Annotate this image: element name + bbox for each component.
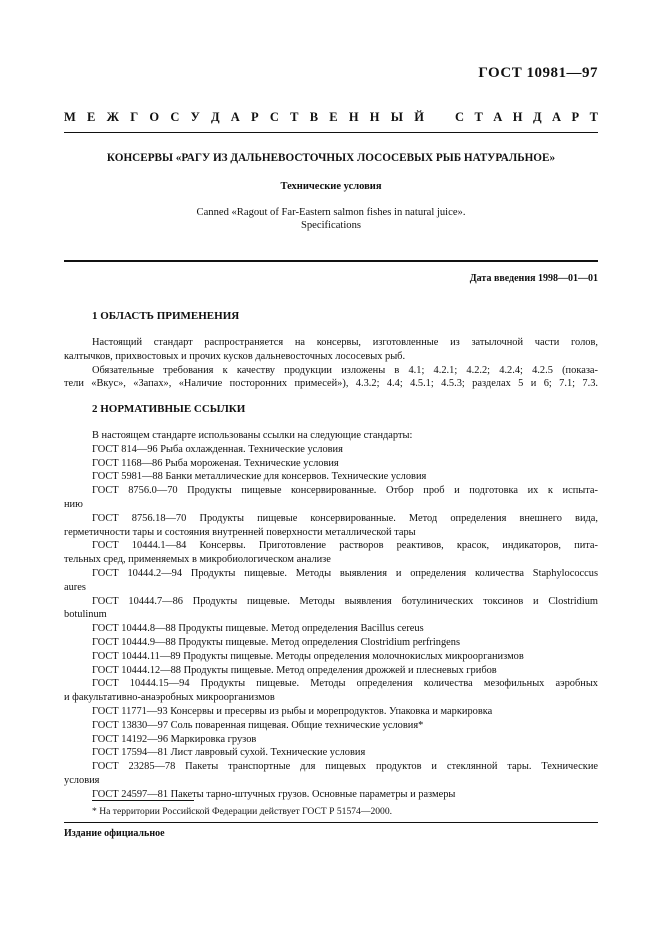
letter: Т xyxy=(290,110,299,124)
edition-label: Издание официальное xyxy=(64,828,165,839)
reference-line: ГОСТ 10444.7—86 Продукты пищевые. Методы выявления ботулинических токсинов и Clostridium xyxy=(92,595,598,607)
reference-line: ГОСТ 5981—88 Банки металлические для консервов. Технические условия xyxy=(92,471,427,483)
letter: С xyxy=(170,110,180,124)
letter: У xyxy=(190,110,200,124)
reference-line: botulinum xyxy=(64,609,107,621)
reference-line: ГОСТ 10444.15—94 Продукты пищевые. Методы определения количества мезофильных аэробных xyxy=(92,678,598,690)
reference-line: ГОСТ 10444.1—84 Консервы. Приготовление растворов реактивов, красок, индикаторов, пита- xyxy=(92,540,598,552)
letter: Г xyxy=(130,110,139,124)
footnote: * На территории Российской Федерации действует ГОСТ Р 51574—2000. xyxy=(92,806,393,817)
letter: С xyxy=(269,110,279,124)
reference-line: ГОСТ 10444.2—94 Продукты пищевые. Методы выявления и определения количества Staphylococcus xyxy=(92,567,598,579)
reference-line: герметичности тары и состояния внутренней поверхности металлической тары xyxy=(64,526,416,538)
letter: Д xyxy=(210,110,220,124)
section-2-heading: 2 НОРМАТИВНЫЕ ССЫЛКИ xyxy=(92,403,246,415)
letter: Н xyxy=(369,110,380,124)
letter: Ж xyxy=(106,110,119,124)
footnote-rule xyxy=(92,800,194,801)
reference-line: условия xyxy=(64,774,100,786)
header-rule xyxy=(64,132,598,133)
letter: Т xyxy=(474,110,483,124)
document-title: КОНСЕРВЫ «РАГУ ИЗ ДАЛЬНЕВОСТОЧНЫХ ЛОСОСЕВЫХ РЫБ НАТУРАЛЬНОЕ» xyxy=(106,152,556,164)
reference-line: ГОСТ 8756.18—70 Продукты пищевые консервированные. Метод определения внешнего вида, xyxy=(92,512,598,524)
reference-line: ГОСТ 814—96 Рыба охлажденная. Технические условия xyxy=(92,443,343,455)
text-line: Настоящий стандарт распространяется на консервы, изготовленные из затылочной части голов, xyxy=(92,337,598,348)
introduction-date: Дата введения 1998—01—01 xyxy=(469,273,598,284)
text-line: В настоящем стандарте использованы ссылки на следующие стандарты: xyxy=(92,430,413,441)
letter: М xyxy=(64,110,76,124)
reference-line: ГОСТ 14192—96 Маркировка грузов xyxy=(92,733,257,745)
letter: С xyxy=(455,110,465,124)
reference-line: ГОСТ 13830—97 Соль поваренная пищевая. Общие технические условия* xyxy=(92,719,424,731)
standard-id: ГОСТ 10981—97 xyxy=(478,65,598,81)
letter: Е xyxy=(87,110,96,124)
standard-word xyxy=(455,110,598,125)
letter: Е xyxy=(329,110,338,124)
letter: Н xyxy=(348,110,359,124)
letter: Т xyxy=(589,110,598,124)
section-1-body xyxy=(64,336,598,391)
section-1-heading: 1 ОБЛАСТЬ ПРИМЕНЕНИЯ xyxy=(92,310,240,322)
letter: О xyxy=(149,110,160,124)
letter: А xyxy=(230,110,240,124)
letter: Р xyxy=(571,110,580,124)
english-title-line: Specifications xyxy=(300,220,361,231)
reference-line: aures xyxy=(64,581,86,593)
reference-line: ГОСТ 11771—93 Консервы и пресервы из рыбы и морепродуктов. Упаковка и маркировка xyxy=(92,705,493,717)
reference-line: нию xyxy=(64,498,83,510)
reference-line: ГОСТ 10444.8—88 Продукты пищевые. Метод определения Bacillus cereus xyxy=(92,623,424,635)
letter: Р xyxy=(251,110,259,124)
reference-line: ГОСТ 24597—81 Пакеты тарно-штучных грузов. Основные параметры и размеры xyxy=(92,788,456,800)
english-title-line: Canned «Ragout of Far-Eastern salmon fishes in natural juice». xyxy=(196,207,466,218)
reference-line: ГОСТ 1168—86 Рыба мороженая. Технические условия xyxy=(92,457,339,469)
interstate-word xyxy=(64,110,424,125)
document-subtitle: Технические условия xyxy=(280,181,382,192)
text-line: тели «Вкус», «Запах», «Наличие посторонних примесей»), 4.3.2; 4.4; 4.5.1; 4.5.3; разделах 5 и 6; 7.1; 7.3. xyxy=(64,378,598,390)
reference-line: ГОСТ 10444.12—88 Продукты пищевые. Метод определения дрожжей и плесневых грибов xyxy=(92,664,497,676)
letter: А xyxy=(552,110,562,124)
reference-line: ГОСТ 10444.11—89 Продукты пищевые. Методы определения молочнокислых микроорганизмов xyxy=(92,650,524,662)
reference-line: и факультативно-анаэробных микроорганизмов xyxy=(64,692,275,704)
letter: Н xyxy=(512,110,523,124)
letter: Ы xyxy=(390,110,404,124)
text-line: Обязательные требования к качеству продукции изложены в 4.1; 4.2.1; 4.2.2; 4.2.4; 4.2.5 (показа- xyxy=(92,364,598,376)
section-2-body xyxy=(64,429,598,802)
english-title xyxy=(64,206,598,232)
reference-line: ГОСТ 8756.0—70 Продукты пищевые консервированные. Отбор проб и подготовка их к испыта- xyxy=(92,485,598,497)
reference-line: ГОСТ 17594—81 Лист лавровый сухой. Технические условия xyxy=(92,747,366,759)
letter: А xyxy=(493,110,503,124)
reference-line: ГОСТ 10444.9—88 Продукты пищевые. Метод определения Clostridium perfringens xyxy=(92,636,461,648)
letter: В xyxy=(309,110,319,124)
letter: Й xyxy=(414,110,424,124)
text-line: калтычков, прихвостовых и прочих кусков дальневосточных лососевых рыб. xyxy=(64,350,406,362)
reference-line: тельных сред, применяемых в микробиологическом анализе xyxy=(64,554,331,566)
reference-line: ГОСТ 23285—78 Пакеты транспортные для пищевых продуктов и стеклянной тары. Технические xyxy=(92,761,598,773)
footer-rule xyxy=(64,822,598,823)
interstate-banner xyxy=(64,110,598,125)
title-rule xyxy=(64,260,598,262)
letter: Д xyxy=(532,110,542,124)
